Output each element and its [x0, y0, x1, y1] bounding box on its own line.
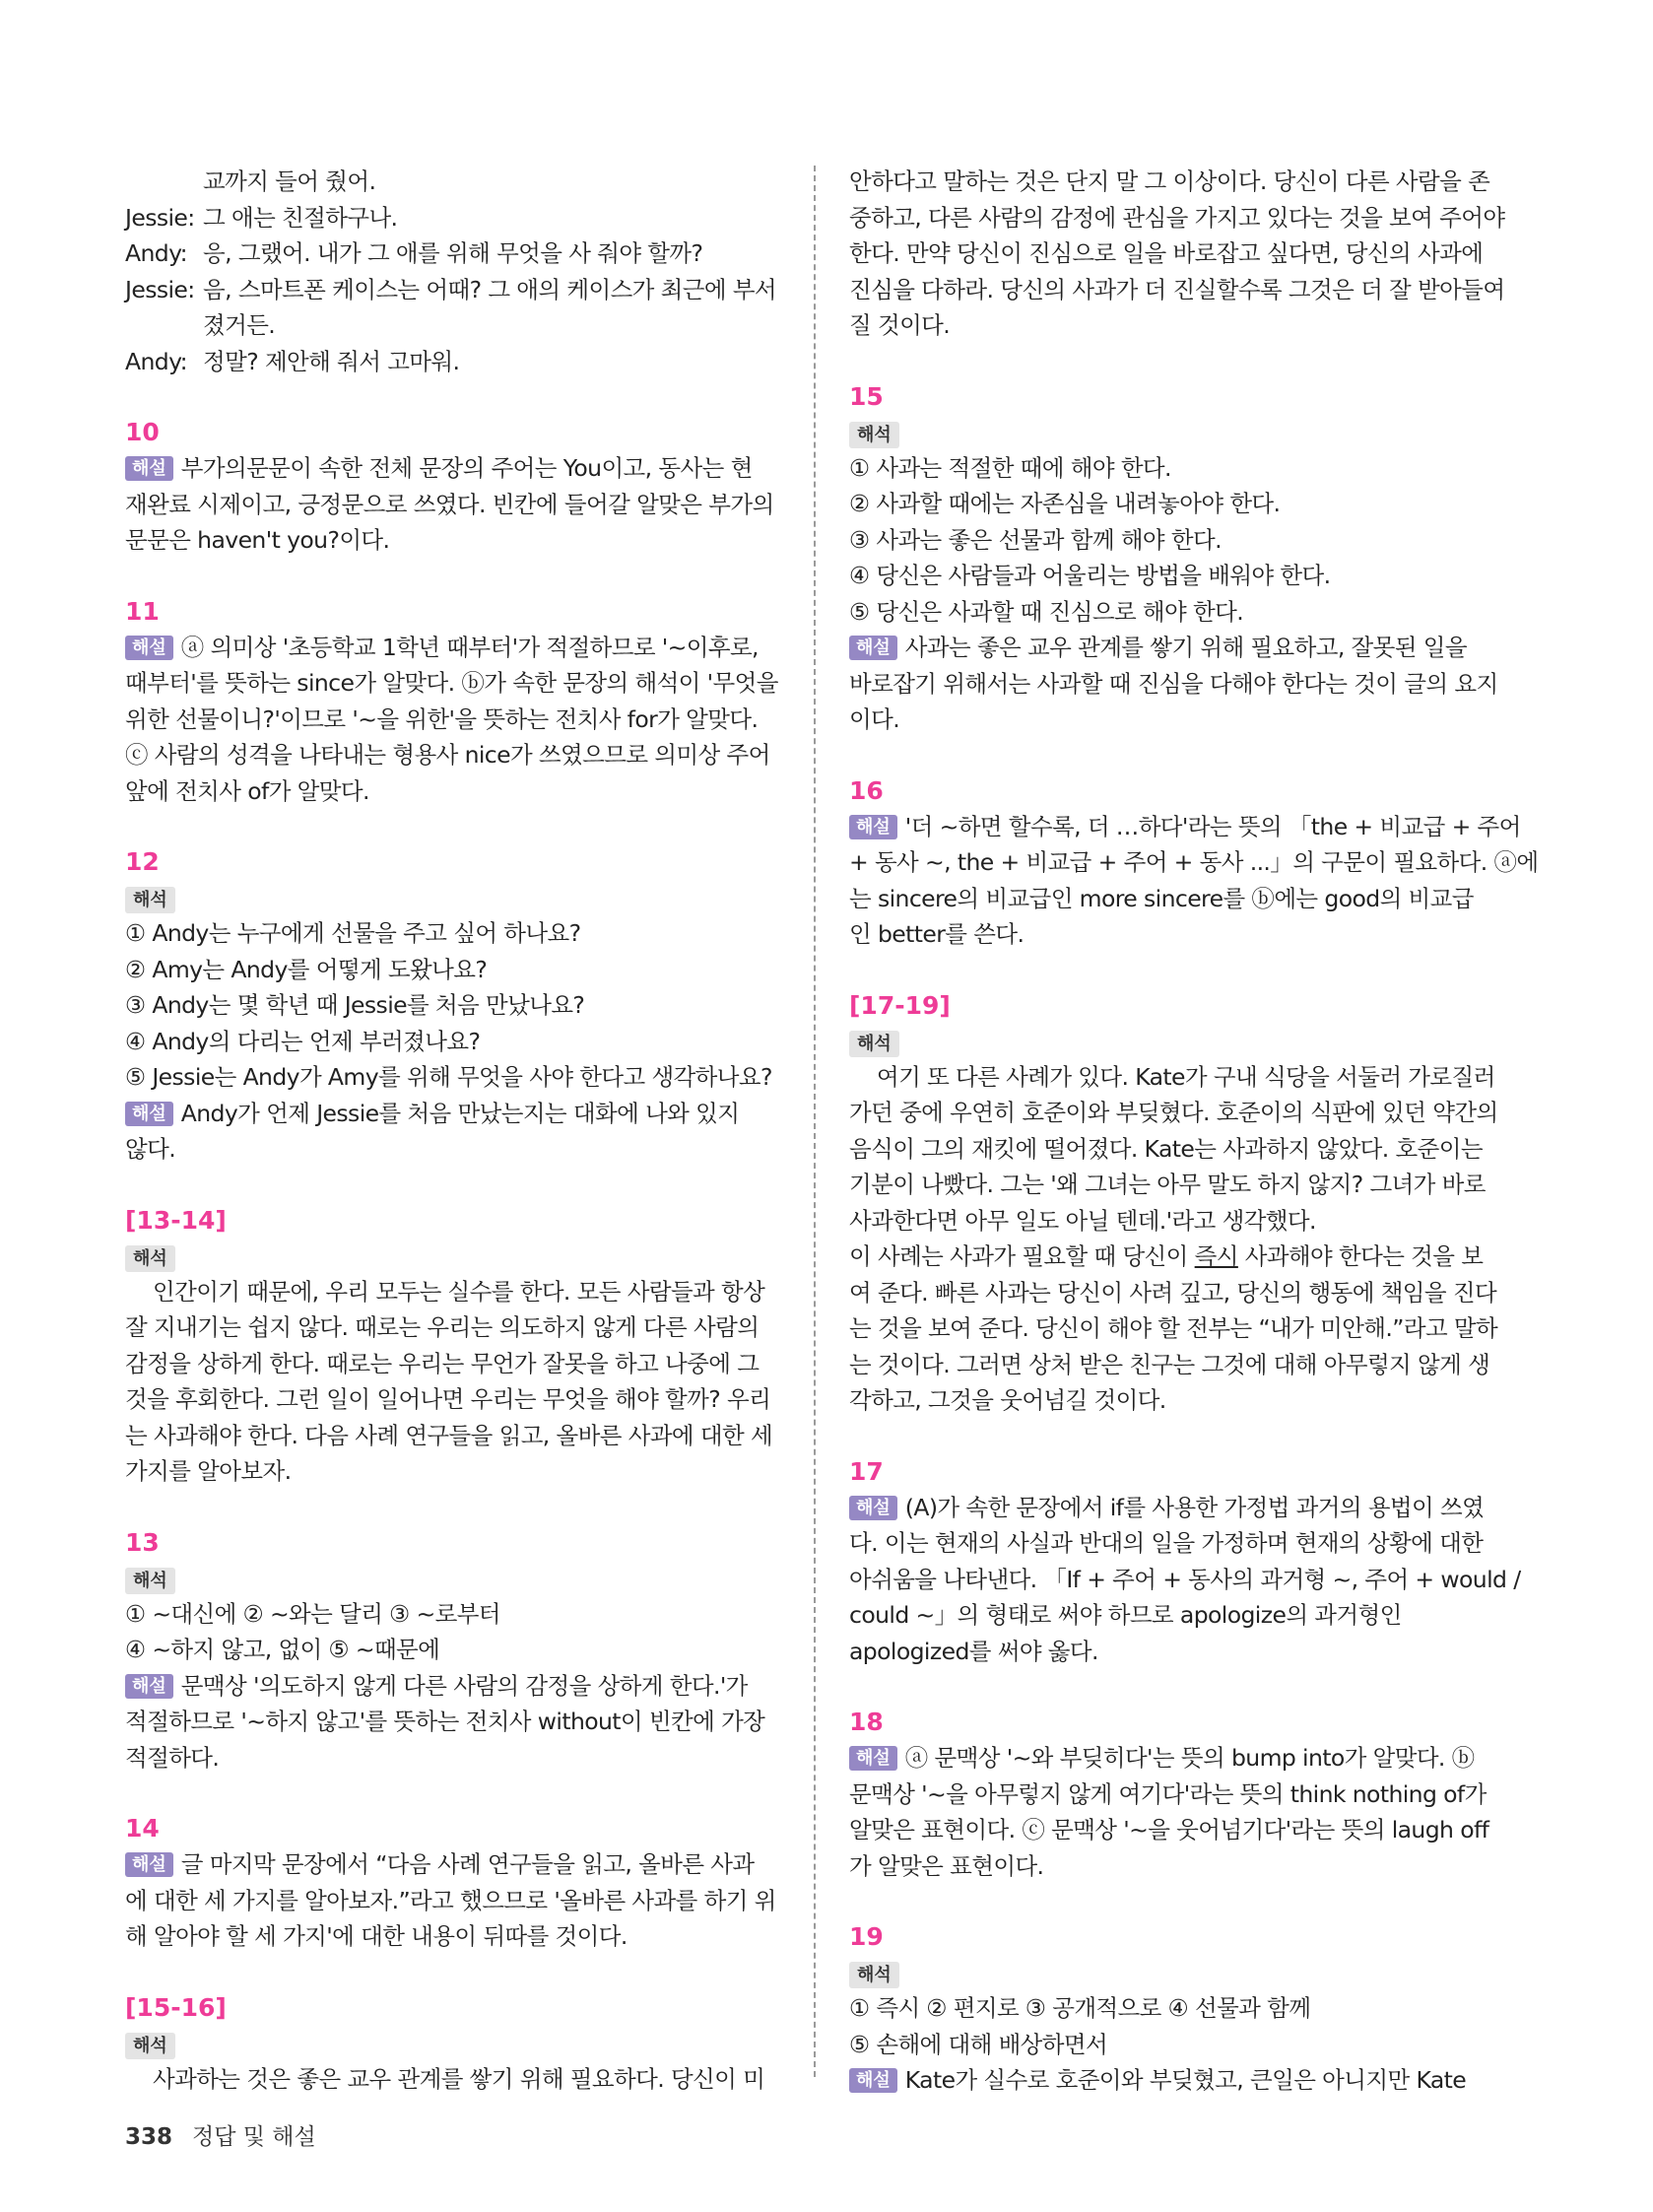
text: ⓐ 의미상 '초등학교 1학년 때부터'가 적절하므로 '~이후로,	[180, 633, 759, 661]
explanation-tag: 해설	[125, 456, 173, 481]
text: 이 사례는 사과가 필요할 때 당신이	[849, 1242, 1195, 1270]
utterance: 음, 스마트폰 케이스는 어때? 그 애의 케이스가 최근에 부서	[203, 275, 777, 303]
question-number: 18	[849, 1708, 884, 1736]
choice-item: ④ 당신은 사람들과 어울리는 방법을 배워야 한다.	[849, 562, 1331, 589]
translation-line	[849, 1239, 1495, 1275]
translation-line: 가던 중에 우연히 호준이와 부딪혔다. 호준이의 식판에 있던 약간의	[849, 1099, 1498, 1126]
column-divider	[814, 166, 816, 2077]
explanation-line: 않다.	[125, 1135, 176, 1163]
speaker: Andy:	[125, 239, 188, 267]
explanation-line: apologized를 써야 옳다.	[849, 1637, 1098, 1665]
translation-line: 사과하는 것은 좋은 교우 관계를 쌓기 위해 필요하다. 당신이 미	[153, 2064, 765, 2093]
translation-line: 각하고, 그것을 웃어넘길 것이다.	[849, 1386, 1166, 1414]
explanation-line: 위한 선물이니?'이므로 '~을 위한'을 뜻하는 전치사 for가 알맞다.	[125, 704, 759, 733]
translation-line: 인간이기 때문에, 우리 모두는 실수를 한다. 모든 사람들과 항상	[153, 1277, 765, 1306]
question-16	[849, 773, 1539, 953]
question-12	[125, 844, 771, 1168]
explanation-line	[125, 1668, 771, 1705]
page-footer	[125, 2118, 316, 2151]
question-number: [13-14]	[125, 1205, 227, 1235]
choice-item: ③ Andy는 몇 학년 때 Jessie를 처음 만났나요?	[125, 991, 585, 1019]
question-13	[125, 1525, 771, 1776]
translation-line: 음식이 그의 재킷에 떨어졌다. Kate는 사과하지 않았다. 호준이는	[849, 1134, 1483, 1163]
explanation-line: 다. 이는 현재의 사실과 반대의 일을 가정하며 현재의 상황에 대한	[849, 1529, 1484, 1557]
translation-line: 것을 후회한다. 그런 일이 일어나면 우리는 무엇을 해야 할까? 우리	[125, 1385, 771, 1413]
translation-line: 기분이 나빴다. 그는 '왜 그녀는 아무 말도 하지 않지? 그녀가 바로	[849, 1171, 1486, 1198]
question-number: 14	[125, 1814, 160, 1843]
question-17-19	[849, 988, 1498, 1419]
question-13-14	[125, 1203, 771, 1490]
explanation-line	[849, 1740, 1495, 1776]
explanation-line: 재완료 시제이고, 긍정문으로 쓰였다. 빈칸에 들어갈 알맞은 부가의	[125, 490, 774, 518]
question-number: 16	[849, 775, 884, 805]
choice-item: ⑤ Jessie는 Andy가 Amy를 위해 무엇을 사야 한다고 생각하나요?	[125, 1063, 772, 1091]
explanation-tag: 해설	[849, 1746, 897, 1771]
explanation-tag: 해설	[125, 1102, 173, 1126]
text: Kate가 실수로 호준이와 부딪혔고, 큰일은 아니지만 Kate	[904, 2066, 1467, 2094]
explanation-line	[849, 809, 1521, 845]
explanation-line: 때부터'를 뜻하는 since가 알맞다. ⓑ가 속한 문장의 해석이 '무엇을	[125, 669, 778, 697]
speaker: Andy:	[125, 347, 188, 375]
explanation-tag: 해설	[849, 2068, 897, 2093]
explanation-tag: 해설	[125, 636, 173, 660]
translation-line: 진심을 다하라. 당신의 사과가 더 진실할수록 그것은 더 잘 받아들여	[849, 275, 1505, 303]
right-column	[849, 164, 1539, 2134]
choice-row: ④ ~하지 않고, 없이 ⑤ ~때문에	[125, 1636, 440, 1663]
question-number: 13	[125, 1527, 160, 1557]
translation-line: 는 사과해야 한다. 다음 사례 연구들을 읽고, 올바른 사과에 대한 세	[125, 1421, 773, 1449]
translation-line: 사과한다면 아무 일도 아닐 텐데.'라고 생각했다.	[849, 1206, 1316, 1235]
explanation-tag: 해설	[849, 1496, 897, 1520]
explanation-line: 인 better를 쓴다.	[849, 920, 1025, 948]
explanation-line: 적절하므로 '~하지 않고'를 뜻하는 전치사 without이 빈칸에 가장	[125, 1708, 765, 1735]
question-number: 12	[125, 847, 160, 876]
question-15	[849, 379, 1498, 738]
dialog-line	[125, 272, 777, 308]
explanation-line	[125, 1846, 771, 1883]
text: '더 ~하면 할수록, 더 …하다'라는 뜻의 「the + 비교급 + 주어	[904, 812, 1521, 840]
page-number: 338	[125, 2124, 173, 2150]
text: 부가의문문이 속한 전체 문장의 주어는 You이고, 동사는 현	[180, 454, 753, 482]
dialog-line	[125, 200, 771, 236]
explanation-line: 가 알맞은 표현이다.	[849, 1851, 1044, 1880]
explanation-line: + 동사 ~, the + 비교급 + 주어 + 동사 ...」의 구문이 필요하다. ⓐ에	[849, 848, 1539, 876]
choice-item: ⑤ 당신은 사과할 때 진심으로 해야 한다.	[849, 597, 1244, 626]
explanation-line: could ~」의 형태로 써야 하므로 apologize의 과거형인	[849, 1601, 1402, 1629]
translation-line: 는 것이다. 그러면 상처 받은 친구는 그것에 대해 아무렇지 않게 생	[849, 1350, 1490, 1378]
explanation-line	[125, 1096, 771, 1132]
explanation-line	[125, 450, 771, 487]
explanation-line	[125, 630, 771, 666]
question-14	[125, 1811, 776, 1955]
question-number: 15	[849, 381, 884, 411]
translation-line: 는 것을 보여 준다. 당신이 해야 할 전부는 “내가 미안해.”라고 말하	[849, 1314, 1498, 1342]
utterance: 응, 그랬어. 내가 그 애를 위해 무엇을 사 줘야 할까?	[203, 239, 703, 267]
underlined-word: 즉시	[1194, 1242, 1238, 1270]
choice-item: ① Andy는 누구에게 선물을 주고 싶어 하나요?	[125, 919, 581, 947]
explanation-line: 문문은 haven't you?이다.	[125, 526, 390, 554]
translation-line: 여기 또 다른 사례가 있다. Kate가 구내 식당을 서둘러 가로질러	[877, 1062, 1495, 1091]
explanation-tag: 해설	[849, 815, 897, 839]
translation-continuation	[849, 164, 1505, 344]
dialog-line: 졌거든.	[203, 311, 276, 339]
question-15-16	[125, 1990, 771, 2098]
choice-row: ① 즉시 ② 편지로 ③ 공개적으로 ④ 선물과 함께	[849, 1994, 1311, 2022]
choice-item: ① 사과는 적절한 때에 해야 한다.	[849, 453, 1171, 482]
explanation-line	[849, 1490, 1495, 1526]
translation-line: 감정을 상하게 한다. 때로는 우리는 무언가 잘못을 하고 나중에 그	[125, 1349, 760, 1377]
question-number: [15-16]	[125, 1992, 227, 2022]
translation-line: 안하다고 말하는 것은 단지 말 그 이상이다. 당신이 다른 사람을 존	[849, 168, 1490, 195]
left-column	[125, 164, 778, 2132]
explanation-tag: 해설	[125, 1674, 173, 1699]
explanation-line: 아쉬움을 나타낸다. 「If + 주어 + 동사의 과거형 ~, 주어 + would /	[849, 1565, 1521, 1593]
translation-line: 여 준다. 빠른 사과는 당신이 사려 깊고, 당신의 행동에 책임을 진다	[849, 1278, 1497, 1307]
explanation-line: 해 알아야 할 세 가지'에 대한 내용이 뒤따를 것이다.	[125, 1922, 628, 1950]
text: 사과해야 한다는 것을 보	[1237, 1242, 1484, 1270]
question-17	[849, 1454, 1521, 1670]
explanation-line: 이다.	[849, 705, 900, 733]
choice-item: ② Amy는 Andy를 어떻게 도왔나요?	[125, 955, 488, 983]
choice-row: ① ~대신에 ② ~와는 달리 ③ ~로부터	[125, 1599, 500, 1628]
text: 문맥상 '의도하지 않게 다른 사람의 감정을 상하게 한다.'가	[180, 1671, 748, 1700]
translation-tag: 해석	[849, 1962, 899, 1988]
translation-tag: 해석	[125, 887, 175, 913]
explanation-tag: 해설	[125, 1852, 173, 1877]
translation-line: 한다. 만약 당신이 진심으로 일을 바로잡고 싶다면, 당신의 사과에	[849, 239, 1484, 267]
dialog-line: 교까지 들어 줬어.	[203, 168, 376, 195]
question-number: 11	[125, 596, 160, 626]
text: Andy가 언제 Jessie를 처음 만났는지는 대화에 나와 있지	[180, 1099, 740, 1127]
translation-line: 중하고, 다른 사람의 감정에 관심을 가지고 있다는 것을 보여 주어야	[849, 203, 1505, 232]
text: 사과는 좋은 교우 관계를 쌓기 위해 필요하고, 잘못된 일을	[904, 634, 1467, 661]
choice-item: ④ Andy의 다리는 언제 부러졌나요?	[125, 1027, 481, 1055]
explanation-line: 에 대한 세 가지를 알아보자.”라고 했으므로 '올바른 사과를 하기 위	[125, 1886, 776, 1914]
translation-tag: 해석	[849, 422, 899, 448]
explanation-line: 는 sincere의 비교급인 more sincere를 ⓑ에는 good의 비교급	[849, 884, 1474, 912]
speaker: Jessie:	[125, 275, 195, 303]
choice-row: ⑤ 손해에 대해 배상하면서	[849, 2030, 1108, 2058]
dialog-continuation	[125, 164, 777, 379]
footer-label: 정답 및 해설	[192, 2124, 316, 2150]
choice-item: ② 사과할 때에는 자존심을 내려놓아야 한다.	[849, 490, 1281, 517]
question-number: 19	[849, 1922, 884, 1951]
explanation-line: 알맞은 표현이다. ⓒ 문맥상 '~을 웃어넘기다'라는 뜻의 laugh off	[849, 1816, 1489, 1843]
explanation-line: ⓒ 사람의 성격을 나타내는 형용사 nice가 쓰였으므로 의미상 주어	[125, 741, 770, 769]
explanation-line: 앞에 전치사 of가 알맞다.	[125, 776, 369, 805]
question-number: 10	[125, 418, 160, 446]
question-18	[849, 1705, 1495, 1884]
translation-tag: 해석	[125, 2033, 175, 2059]
question-11	[125, 594, 778, 810]
translation-line: 질 것이다.	[849, 311, 951, 339]
dialog-line	[125, 344, 771, 380]
question-10	[125, 415, 774, 559]
question-19	[849, 1919, 1495, 2099]
explanation-line: 적절하다.	[125, 1743, 220, 1772]
translation-line: 잘 지내기는 쉽지 않다. 때로는 우리는 의도하지 않게 다른 사람의	[125, 1313, 760, 1341]
explanation-line	[849, 630, 1495, 666]
translation-line: 가지를 알아보자.	[125, 1457, 292, 1485]
dialog-line	[125, 235, 771, 272]
translation-tag: 해석	[125, 1245, 175, 1272]
explanation-line	[849, 2062, 1495, 2099]
utterance: 그 애는 친절하구나.	[203, 203, 398, 232]
text: ⓐ 문맥상 '~와 부딪히다'는 뜻의 bump into가 알맞다. ⓑ	[904, 1744, 1475, 1772]
question-number: [17-19]	[849, 990, 951, 1020]
explanation-line: 바로잡기 위해서는 사과할 때 진심을 다해야 한다는 것이 글의 요지	[849, 669, 1498, 698]
utterance: 정말? 제안해 줘서 고마워.	[203, 347, 460, 375]
explanation-line: 문맥상 '~을 아무렇지 않게 여기다'라는 뜻의 think nothing of가	[849, 1779, 1487, 1808]
translation-tag: 해석	[849, 1031, 899, 1057]
text: 글 마지막 문장에서 “다음 사례 연구들을 읽고, 올바른 사과	[180, 1850, 755, 1878]
explanation-tag: 해설	[849, 636, 897, 660]
choice-item: ③ 사과는 좋은 선물과 함께 해야 한다.	[849, 525, 1222, 554]
text: (A)가 속한 문장에서 if를 사용한 가정법 과거의 용법이 쓰였	[904, 1493, 1485, 1521]
question-number: 17	[849, 1456, 884, 1486]
speaker: Jessie:	[125, 203, 195, 232]
translation-tag: 해석	[125, 1568, 175, 1594]
